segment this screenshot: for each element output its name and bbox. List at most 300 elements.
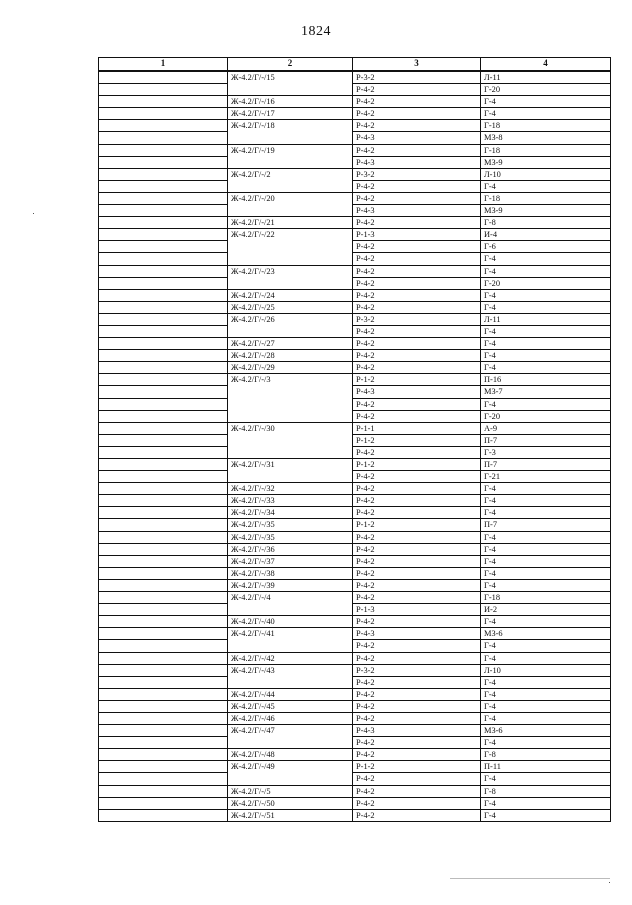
- cell-ref: Р-4-2: [353, 265, 481, 277]
- cell-code: Ж-4.2/Г/-/39: [228, 579, 353, 591]
- cell-ref: Р-4-2: [353, 676, 481, 688]
- cell-code: [228, 604, 353, 616]
- cell-code: Ж-4.2/Г/-/23: [228, 265, 353, 277]
- cell-value: Г-4: [481, 495, 611, 507]
- cell-value: П-7: [481, 519, 611, 531]
- cell-code: Ж-4.2/Г/-/47: [228, 725, 353, 737]
- cell-code: [228, 180, 353, 192]
- cell-ref: Р-4-2: [353, 797, 481, 809]
- table-header: [99, 58, 611, 72]
- cell-code: [228, 325, 353, 337]
- table-row: [99, 628, 611, 640]
- cell-ref: Р-4-2: [353, 809, 481, 821]
- table-row: [99, 592, 611, 604]
- table-row: [99, 664, 611, 676]
- table-row: [99, 640, 611, 652]
- cell-col1: [99, 761, 228, 773]
- cell-ref: Р-4-2: [353, 362, 481, 374]
- cell-col1: [99, 422, 228, 434]
- table-row: [99, 507, 611, 519]
- table-row: [99, 180, 611, 192]
- table-row: [99, 132, 611, 144]
- cell-value: Г-4: [481, 180, 611, 192]
- cell-value: Г-4: [481, 797, 611, 809]
- table-row: [99, 688, 611, 700]
- cell-code: [228, 253, 353, 265]
- cell-value: Г-4: [481, 362, 611, 374]
- cell-code: Ж-4.2/Г/-/34: [228, 507, 353, 519]
- table-row: [99, 108, 611, 120]
- cell-col1: [99, 459, 228, 471]
- cell-col1: [99, 96, 228, 108]
- cell-value: Г-4: [481, 676, 611, 688]
- cell-ref: Р-1-3: [353, 229, 481, 241]
- table-row: [99, 422, 611, 434]
- cell-ref: Р-4-2: [353, 507, 481, 519]
- cell-col1: [99, 277, 228, 289]
- cell-col1: [99, 350, 228, 362]
- cell-col1: [99, 84, 228, 96]
- cell-ref: Р-4-2: [353, 180, 481, 192]
- cell-col1: [99, 156, 228, 168]
- cell-col1: [99, 446, 228, 458]
- cell-code: Ж-4.2/Г/-/36: [228, 543, 353, 555]
- cell-ref: Р-4-3: [353, 725, 481, 737]
- page-number: 1824: [301, 24, 331, 39]
- cell-value: МЗ-6: [481, 725, 611, 737]
- table-row: [99, 725, 611, 737]
- cell-value: Г-4: [481, 289, 611, 301]
- cell-ref: Р-4-2: [353, 84, 481, 96]
- cell-code: Ж-4.2/Г/-/43: [228, 664, 353, 676]
- cell-value: Г-4: [481, 325, 611, 337]
- cell-value: Л-11: [481, 313, 611, 325]
- cell-code: Ж-4.2/Г/-/19: [228, 144, 353, 156]
- cell-code: Ж-4.2/Г/-/30: [228, 422, 353, 434]
- cell-ref: Р-3-2: [353, 664, 481, 676]
- cell-ref: Р-4-2: [353, 773, 481, 785]
- cell-col1: [99, 120, 228, 132]
- cell-code: Ж-4.2/Г/-/22: [228, 229, 353, 241]
- cell-col1: [99, 241, 228, 253]
- table-row: [99, 809, 611, 821]
- table-row: [99, 241, 611, 253]
- cell-ref: Р-1-2: [353, 519, 481, 531]
- cell-ref: Р-4-3: [353, 156, 481, 168]
- cell-value: И-2: [481, 604, 611, 616]
- data-table: [98, 57, 611, 822]
- cell-col1: [99, 471, 228, 483]
- table-row: [99, 350, 611, 362]
- cell-col1: [99, 374, 228, 386]
- cell-value: Г-4: [481, 507, 611, 519]
- table-row: [99, 434, 611, 446]
- cell-ref: Р-1-2: [353, 459, 481, 471]
- table-row: [99, 156, 611, 168]
- cell-ref: Р-4-2: [353, 579, 481, 591]
- cell-ref: Р-4-2: [353, 471, 481, 483]
- cell-code: Ж-4.2/Г/-/27: [228, 338, 353, 350]
- cell-code: Ж-4.2/Г/-/41: [228, 628, 353, 640]
- cell-code: [228, 386, 353, 398]
- cell-value: Г-4: [481, 555, 611, 567]
- cell-col1: [99, 325, 228, 337]
- table-row: [99, 71, 611, 84]
- cell-col1: [99, 144, 228, 156]
- table-row: [99, 144, 611, 156]
- cell-value: Г-4: [481, 712, 611, 724]
- cell-col1: [99, 217, 228, 229]
- cell-value: Г-4: [481, 567, 611, 579]
- cell-ref: Р-4-2: [353, 737, 481, 749]
- cell-code: [228, 434, 353, 446]
- cell-code: Ж-4.2/Г/-/35: [228, 531, 353, 543]
- cell-code: Ж-4.2/Г/-/28: [228, 350, 353, 362]
- table-row: [99, 652, 611, 664]
- table-row: [99, 374, 611, 386]
- cell-ref: Р-4-2: [353, 241, 481, 253]
- cell-code: Ж-4.2/Г/-/17: [228, 108, 353, 120]
- cell-code: Ж-4.2/Г/-/20: [228, 192, 353, 204]
- cell-ref: Р-4-2: [353, 483, 481, 495]
- cell-value: Г-4: [481, 652, 611, 664]
- table-body: [99, 71, 611, 821]
- column-header: 2: [228, 58, 353, 72]
- cell-value: Г-4: [481, 108, 611, 120]
- table-row: [99, 410, 611, 422]
- cell-code: Ж-4.2/Г/-/25: [228, 301, 353, 313]
- cell-value: Г-4: [481, 700, 611, 712]
- cell-ref: Р-4-2: [353, 592, 481, 604]
- cell-col1: [99, 289, 228, 301]
- cell-code: Ж-4.2/Г/-/4: [228, 592, 353, 604]
- cell-ref: Р-4-2: [353, 700, 481, 712]
- cell-code: Ж-4.2/Г/-/26: [228, 313, 353, 325]
- cell-col1: [99, 434, 228, 446]
- table-row: [99, 205, 611, 217]
- cell-col1: [99, 132, 228, 144]
- cell-value: Г-18: [481, 192, 611, 204]
- cell-code: [228, 205, 353, 217]
- cell-ref: Р-3-2: [353, 168, 481, 180]
- cell-col1: [99, 205, 228, 217]
- table-row: [99, 120, 611, 132]
- cell-code: [228, 471, 353, 483]
- cell-code: Ж-4.2/Г/-/29: [228, 362, 353, 374]
- cell-code: [228, 398, 353, 410]
- cell-code: Ж-4.2/Г/-/50: [228, 797, 353, 809]
- cell-value: МЗ-9: [481, 156, 611, 168]
- cell-value: П-7: [481, 459, 611, 471]
- cell-value: Г-18: [481, 120, 611, 132]
- cell-ref: Р-4-2: [353, 398, 481, 410]
- table-row: [99, 495, 611, 507]
- cell-code: Ж-4.2/Г/-/5: [228, 785, 353, 797]
- cell-code: Ж-4.2/Г/-/51: [228, 809, 353, 821]
- cell-col1: [99, 579, 228, 591]
- cell-code: Ж-4.2/Г/-/15: [228, 71, 353, 84]
- cell-ref: Р-4-2: [353, 616, 481, 628]
- cell-col1: [99, 592, 228, 604]
- cell-value: Г-18: [481, 592, 611, 604]
- cell-value: Г-4: [481, 737, 611, 749]
- cell-value: Г-4: [481, 616, 611, 628]
- cell-ref: Р-4-2: [353, 96, 481, 108]
- cell-ref: Р-4-2: [353, 749, 481, 761]
- cell-value: Г-4: [481, 338, 611, 350]
- table-row: [99, 519, 611, 531]
- cell-col1: [99, 688, 228, 700]
- cell-value: МЗ-6: [481, 628, 611, 640]
- cell-code: Ж-4.2/Г/-/48: [228, 749, 353, 761]
- table-row: [99, 761, 611, 773]
- cell-ref: Р-4-2: [353, 531, 481, 543]
- cell-ref: Р-4-2: [353, 253, 481, 265]
- cell-code: Ж-4.2/Г/-/46: [228, 712, 353, 724]
- cell-code: Ж-4.2/Г/-/16: [228, 96, 353, 108]
- cell-col1: [99, 253, 228, 265]
- table-row: [99, 797, 611, 809]
- cell-code: Ж-4.2/Г/-/42: [228, 652, 353, 664]
- column-header: 4: [481, 58, 611, 72]
- table-row: [99, 471, 611, 483]
- cell-col1: [99, 676, 228, 688]
- cell-ref: Р-4-2: [353, 446, 481, 458]
- cell-value: Г-4: [481, 640, 611, 652]
- cell-value: Г-6: [481, 241, 611, 253]
- cell-code: Ж-4.2/Г/-/24: [228, 289, 353, 301]
- cell-col1: [99, 362, 228, 374]
- cell-value: МЗ-7: [481, 386, 611, 398]
- cell-col1: [99, 229, 228, 241]
- cell-value: Г-20: [481, 410, 611, 422]
- cell-value: А-9: [481, 422, 611, 434]
- cell-value: Г-4: [481, 398, 611, 410]
- cell-col1: [99, 398, 228, 410]
- cell-ref: Р-4-2: [353, 325, 481, 337]
- cell-col1: [99, 483, 228, 495]
- cell-code: Ж-4.2/Г/-/2: [228, 168, 353, 180]
- cell-col1: [99, 301, 228, 313]
- cell-ref: Р-4-2: [353, 120, 481, 132]
- table-row: [99, 398, 611, 410]
- cell-ref: Р-4-2: [353, 338, 481, 350]
- cell-value: Г-4: [481, 96, 611, 108]
- cell-code: Ж-4.2/Г/-/38: [228, 567, 353, 579]
- cell-col1: [99, 108, 228, 120]
- column-header: 1: [99, 58, 228, 72]
- cell-value: МЗ-9: [481, 205, 611, 217]
- cell-col1: [99, 616, 228, 628]
- cell-value: Г-4: [481, 350, 611, 362]
- cell-ref: Р-4-3: [353, 386, 481, 398]
- cell-value: Г-8: [481, 785, 611, 797]
- cell-ref: Р-4-2: [353, 192, 481, 204]
- cell-value: Г-4: [481, 579, 611, 591]
- table-row: [99, 96, 611, 108]
- cell-code: [228, 640, 353, 652]
- scan-speck: [609, 882, 610, 883]
- cell-code: Ж-4.2/Г/-/3: [228, 374, 353, 386]
- cell-value: Л-10: [481, 168, 611, 180]
- cell-value: Г-4: [481, 483, 611, 495]
- cell-ref: Р-4-2: [353, 108, 481, 120]
- cell-value: Г-4: [481, 301, 611, 313]
- cell-value: Л-10: [481, 664, 611, 676]
- cell-col1: [99, 567, 228, 579]
- cell-col1: [99, 495, 228, 507]
- cell-col1: [99, 700, 228, 712]
- cell-ref: Р-4-2: [353, 543, 481, 555]
- cell-col1: [99, 313, 228, 325]
- cell-code: [228, 446, 353, 458]
- cell-ref: Р-4-2: [353, 277, 481, 289]
- cell-code: Ж-4.2/Г/-/37: [228, 555, 353, 567]
- cell-value: Г-8: [481, 217, 611, 229]
- column-header: 3: [353, 58, 481, 72]
- cell-ref: Р-1-1: [353, 422, 481, 434]
- cell-col1: [99, 386, 228, 398]
- cell-code: [228, 737, 353, 749]
- table-row: [99, 217, 611, 229]
- cell-col1: [99, 640, 228, 652]
- table-row: [99, 84, 611, 96]
- cell-code: [228, 676, 353, 688]
- cell-col1: [99, 652, 228, 664]
- cell-col1: [99, 555, 228, 567]
- cell-code: [228, 277, 353, 289]
- scan-speck: [33, 213, 34, 214]
- cell-ref: Р-1-3: [353, 604, 481, 616]
- table-row: [99, 676, 611, 688]
- cell-code: Ж-4.2/Г/-/18: [228, 120, 353, 132]
- cell-col1: [99, 664, 228, 676]
- cell-code: [228, 773, 353, 785]
- cell-ref: Р-4-2: [353, 350, 481, 362]
- cell-col1: [99, 749, 228, 761]
- cell-code: Ж-4.2/Г/-/44: [228, 688, 353, 700]
- cell-value: Л-11: [481, 71, 611, 84]
- cell-code: Ж-4.2/Г/-/33: [228, 495, 353, 507]
- cell-ref: Р-1-2: [353, 434, 481, 446]
- cell-ref: Р-3-2: [353, 71, 481, 84]
- cell-value: П-7: [481, 434, 611, 446]
- cell-ref: Р-4-2: [353, 712, 481, 724]
- cell-value: П-11: [481, 761, 611, 773]
- table-row: [99, 555, 611, 567]
- cell-col1: [99, 543, 228, 555]
- cell-value: Г-20: [481, 84, 611, 96]
- cell-value: Г-8: [481, 749, 611, 761]
- cell-ref: Р-1-2: [353, 761, 481, 773]
- cell-col1: [99, 265, 228, 277]
- table-row: [99, 712, 611, 724]
- table-row: [99, 567, 611, 579]
- cell-value: И-4: [481, 229, 611, 241]
- cell-col1: [99, 168, 228, 180]
- cell-code: Ж-4.2/Г/-/21: [228, 217, 353, 229]
- cell-ref: Р-4-3: [353, 132, 481, 144]
- cell-col1: [99, 507, 228, 519]
- cell-value: Г-4: [481, 688, 611, 700]
- table-row: [99, 325, 611, 337]
- table-row: [99, 301, 611, 313]
- table-row: [99, 483, 611, 495]
- cell-code: Ж-4.2/Г/-/32: [228, 483, 353, 495]
- cell-ref: Р-4-2: [353, 410, 481, 422]
- cell-col1: [99, 737, 228, 749]
- cell-col1: [99, 519, 228, 531]
- cell-value: Г-4: [481, 543, 611, 555]
- cell-value: Г-4: [481, 773, 611, 785]
- scan-edge-line: [450, 878, 610, 879]
- cell-col1: [99, 797, 228, 809]
- cell-col1: [99, 180, 228, 192]
- table-row: [99, 289, 611, 301]
- cell-ref: Р-4-2: [353, 567, 481, 579]
- cell-code: Ж-4.2/Г/-/49: [228, 761, 353, 773]
- table-row: [99, 543, 611, 555]
- cell-ref: Р-4-2: [353, 217, 481, 229]
- cell-ref: Р-4-2: [353, 785, 481, 797]
- table-row: [99, 253, 611, 265]
- table-row: [99, 737, 611, 749]
- cell-code: [228, 156, 353, 168]
- table-row: [99, 579, 611, 591]
- cell-code: Ж-4.2/Г/-/40: [228, 616, 353, 628]
- cell-code: Ж-4.2/Г/-/35: [228, 519, 353, 531]
- table-row: [99, 386, 611, 398]
- cell-ref: Р-4-2: [353, 555, 481, 567]
- cell-col1: [99, 725, 228, 737]
- cell-col1: [99, 410, 228, 422]
- cell-ref: Р-4-2: [353, 301, 481, 313]
- table-row: [99, 168, 611, 180]
- table-row: [99, 446, 611, 458]
- table-row: [99, 700, 611, 712]
- cell-value: Г-4: [481, 265, 611, 277]
- table-row: [99, 604, 611, 616]
- cell-value: Г-18: [481, 144, 611, 156]
- cell-code: Ж-4.2/Г/-/45: [228, 700, 353, 712]
- cell-code: Ж-4.2/Г/-/31: [228, 459, 353, 471]
- table-row: [99, 313, 611, 325]
- table-row: [99, 459, 611, 471]
- cell-value: Г-4: [481, 809, 611, 821]
- cell-ref: Р-4-2: [353, 289, 481, 301]
- cell-value: Г-3: [481, 446, 611, 458]
- table-row: [99, 265, 611, 277]
- cell-code: [228, 84, 353, 96]
- cell-ref: Р-4-3: [353, 628, 481, 640]
- cell-ref: Р-4-2: [353, 688, 481, 700]
- cell-ref: Р-4-2: [353, 640, 481, 652]
- cell-ref: Р-1-2: [353, 374, 481, 386]
- cell-ref: Р-4-2: [353, 144, 481, 156]
- cell-ref: Р-4-2: [353, 652, 481, 664]
- cell-col1: [99, 785, 228, 797]
- cell-col1: [99, 71, 228, 84]
- table-row: [99, 785, 611, 797]
- table-row: [99, 616, 611, 628]
- cell-value: Г-4: [481, 531, 611, 543]
- cell-col1: [99, 712, 228, 724]
- cell-col1: [99, 604, 228, 616]
- cell-value: П-16: [481, 374, 611, 386]
- cell-value: Г-4: [481, 253, 611, 265]
- cell-code: [228, 132, 353, 144]
- table-row: [99, 531, 611, 543]
